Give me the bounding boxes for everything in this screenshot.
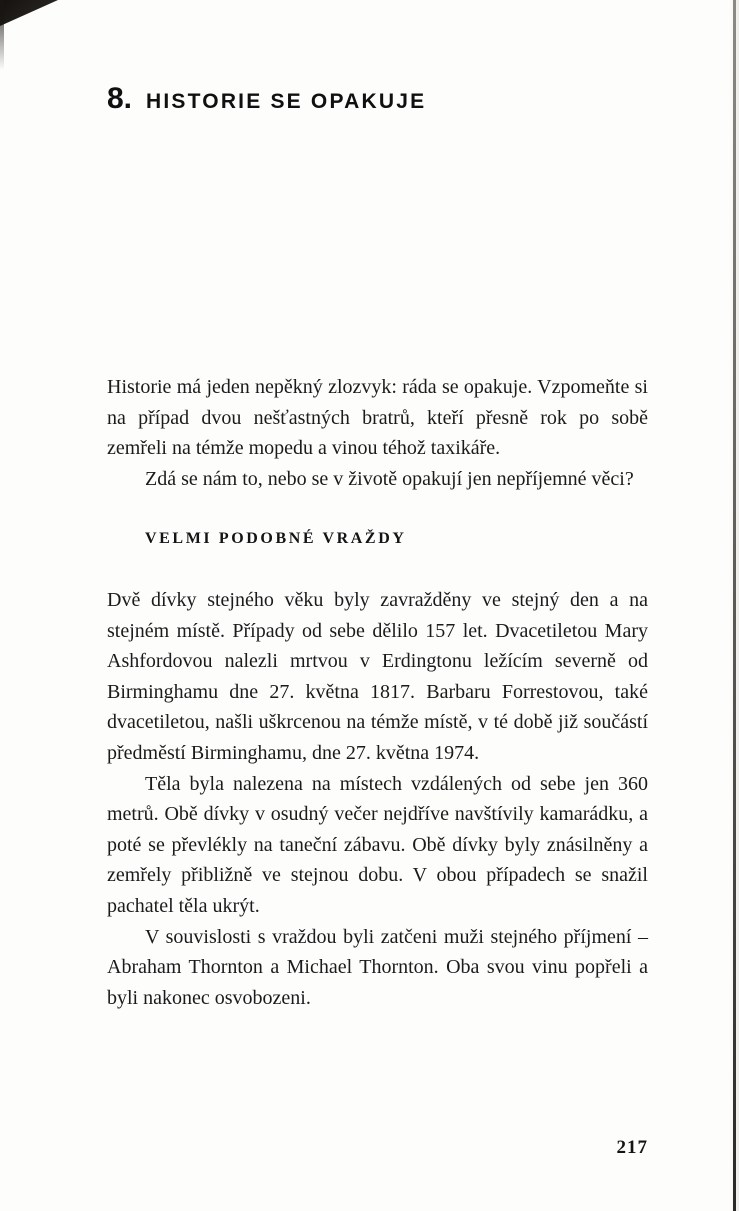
scan-artifact-top-left — [0, 0, 70, 34]
section-heading: VELMI PODOBNÉ VRAŽDY — [145, 530, 407, 548]
paragraph-intro-1: Historie má jeden nepěkný zlozvyk: ráda se opakuje. Vzpomeňte si na případ dvou nešťastných bratrů, kteří přesně rok po sobě zemřeli na témže mopedu a vinou téhož taxikáře. — [107, 376, 648, 460]
chapter-title: HISTORIE SE OPAKUJE — [146, 90, 427, 113]
page-content — [107, 84, 648, 1013]
body-text — [107, 372, 648, 1013]
paragraph-section-1: Dvě dívky stejného věku byly zavražděny ve stejný den a na stejném místě. Případy od sebe dělilo 157 let. Dvacetiletou Mary Ashfordovou nalezli mrtvou v Erdingtonu ležícím severně od Birminghamu dne 27. května 1817. Barbaru Forrestovou, také dvacetiletou, našli uškrcenou na témže místě, v té době již součástí předměstí Birminghamu, dne 27. května 1974. — [107, 588, 648, 764]
paragraph-intro-2: Zdá se nám to, nebo se v životě opakují jen nepříjemné věci? — [145, 467, 634, 490]
chapter-heading — [107, 84, 648, 114]
page-number: 217 — [616, 1137, 648, 1158]
scan-artifact-right-edge — [733, 0, 736, 1211]
paragraph-section-2: Těla byla nalezena na místech vzdálených od sebe jen 360 metrů. Obě dívky v osudný večer nejdříve navštívily kamarádku, a poté se převlékly na taneční zábavu. Obě dívky byly znásilněny a zemřely přibližně ve stejnou dobu. V obou případech se snažil pachatel těla ukrýt. — [107, 772, 648, 917]
chapter-number: 8. — [107, 82, 133, 115]
scan-artifact-left-edge — [0, 0, 4, 70]
paragraph-section-3: V souvislosti s vraždou byli zatčeni muži stejného příjmení – Abraham Thornton a Michael Thornton. Oba svou vinu popřeli a byli nakonec osvobozeni. — [107, 925, 648, 1009]
